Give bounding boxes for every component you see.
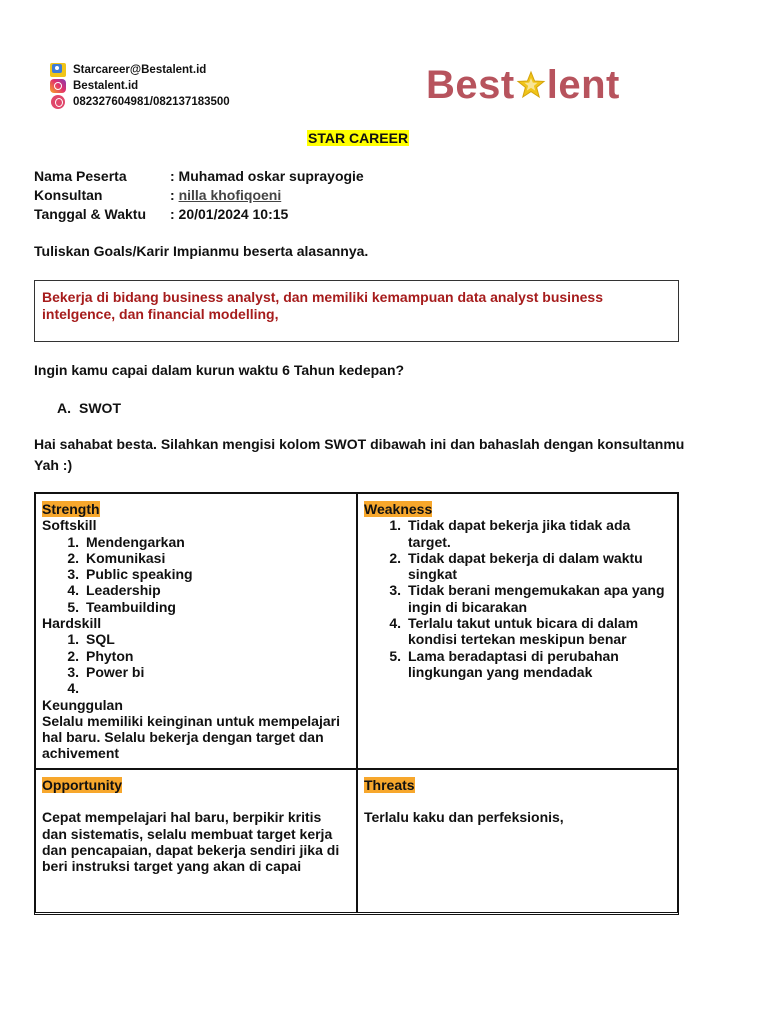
list-item: 3. Power bi	[67, 663, 145, 680]
weakness-title: Weakness	[364, 501, 433, 517]
contact-info	[50, 62, 230, 110]
datetime-label: Tanggal & Waktu	[34, 206, 146, 222]
list-item: 5. Lama beradaptasi di perubahan lingkungan yang mendadak	[389, 647, 619, 680]
list-item: 4.	[67, 680, 79, 697]
weakness-list	[364, 517, 671, 680]
list-item: 1. Tidak dapat bekerja jika tidak ada target.	[389, 517, 631, 550]
contact-email-text: Starcareer@Bestalent.id	[73, 64, 207, 76]
threats-text: Terlalu kaku dan perfeksionis,	[364, 809, 564, 826]
opportunity-text: Cepat mempelajari hal baru, berpikir kritis dan sistematis, selalu membuat target kerja dan pencapaian, dapat bekerja sendiri jika di beri instruksi target yang akan di capai	[42, 809, 340, 875]
threats-title: Threats	[364, 777, 415, 793]
consultant-prefix: :	[170, 187, 179, 203]
whatsapp-icon	[51, 95, 65, 109]
contact-instagram-text: Bestalent.id	[73, 80, 139, 92]
consultant-link[interactable]: nilla khofiqoeni	[178, 187, 282, 203]
info-row-datetime	[34, 206, 364, 225]
swot-threats-cell[interactable]	[357, 769, 678, 913]
star-icon	[516, 70, 546, 100]
goal-answer-box[interactable]	[34, 280, 679, 342]
info-row-participant	[34, 168, 364, 187]
participant-value: : Muhamad oskar suprayogie	[170, 168, 364, 184]
goal-answer-text: Bekerja di bidang business analyst, dan memiliki kemampuan data analyst business intelgence, dan financial modelling,	[42, 289, 603, 322]
participant-info	[34, 168, 364, 225]
swot-heading-letter: A.	[57, 400, 71, 416]
list-item: 2. Tidak dapat bekerja di dalam waktu singkat	[389, 549, 643, 583]
goal-prompt: Tuliskan Goals/Karir Impianmu beserta alasannya.	[34, 243, 369, 259]
email-icon	[50, 63, 66, 77]
participant-label: Nama Peserta	[34, 168, 127, 184]
advantage-text: Selalu memiliki keinginan untuk mempelajari hal baru. Selalu bekerja dengan target dan achivement	[42, 712, 340, 762]
logo-text-start: Best	[426, 62, 515, 107]
consultant-label: Konsultan	[34, 187, 103, 203]
datetime-value: : 20/01/2024 10:15	[170, 206, 289, 222]
hardskill-list	[42, 631, 350, 696]
info-row-consultant	[34, 187, 364, 206]
softskill-label: Softskill	[42, 517, 97, 534]
strength-title: Strength	[42, 501, 100, 517]
swot-strength-cell[interactable]	[35, 493, 357, 769]
hardskill-label: Hardskill	[42, 615, 102, 632]
bestalent-logo	[426, 62, 620, 108]
contact-email[interactable]	[50, 62, 230, 78]
contact-instagram[interactable]	[50, 78, 230, 94]
page-title: STAR CAREER	[308, 130, 409, 146]
softskill-list	[42, 534, 350, 615]
list-item: 4. Leadership	[67, 582, 161, 599]
list-item: 1. Mendengarkan	[67, 533, 185, 550]
swot-intro: Hai sahabat besta. Silahkan mengisi kolom SWOT dibawah ini dan bahaslah dengan konsultanmu Yah :)	[34, 436, 685, 473]
list-item: 3. Tidak berani mengemukakan apa yang ingin di bicarakan	[389, 582, 665, 615]
logo-text-end: lent	[546, 62, 620, 107]
contact-whatsapp-text: 082327604981/082137183500	[73, 96, 230, 108]
instagram-icon	[50, 79, 66, 93]
swot-weakness-cell[interactable]	[357, 493, 678, 769]
advantage-label: Keunggulan	[42, 696, 123, 713]
contact-whatsapp[interactable]	[50, 94, 230, 110]
swot-heading-text: SWOT	[79, 400, 121, 416]
list-item: 4. Terlalu takut untuk bicara di dalam kondisi tertekan meskipun benar	[389, 615, 639, 648]
timeframe-prompt: Ingin kamu capai dalam kurun waktu 6 Tahun kedepan?	[34, 362, 405, 378]
opportunity-title: Opportunity	[42, 777, 123, 793]
swot-heading	[57, 400, 121, 416]
list-item: 5. Teambuilding	[67, 598, 176, 615]
list-item: 3. Public speaking	[67, 566, 193, 583]
swot-table	[34, 492, 679, 915]
list-item: 2. Phyton	[67, 647, 134, 664]
list-item: 2. Komunikasi	[67, 549, 166, 566]
swot-opportunity-cell[interactable]	[35, 769, 357, 913]
list-item: 1. SQL	[67, 631, 115, 648]
